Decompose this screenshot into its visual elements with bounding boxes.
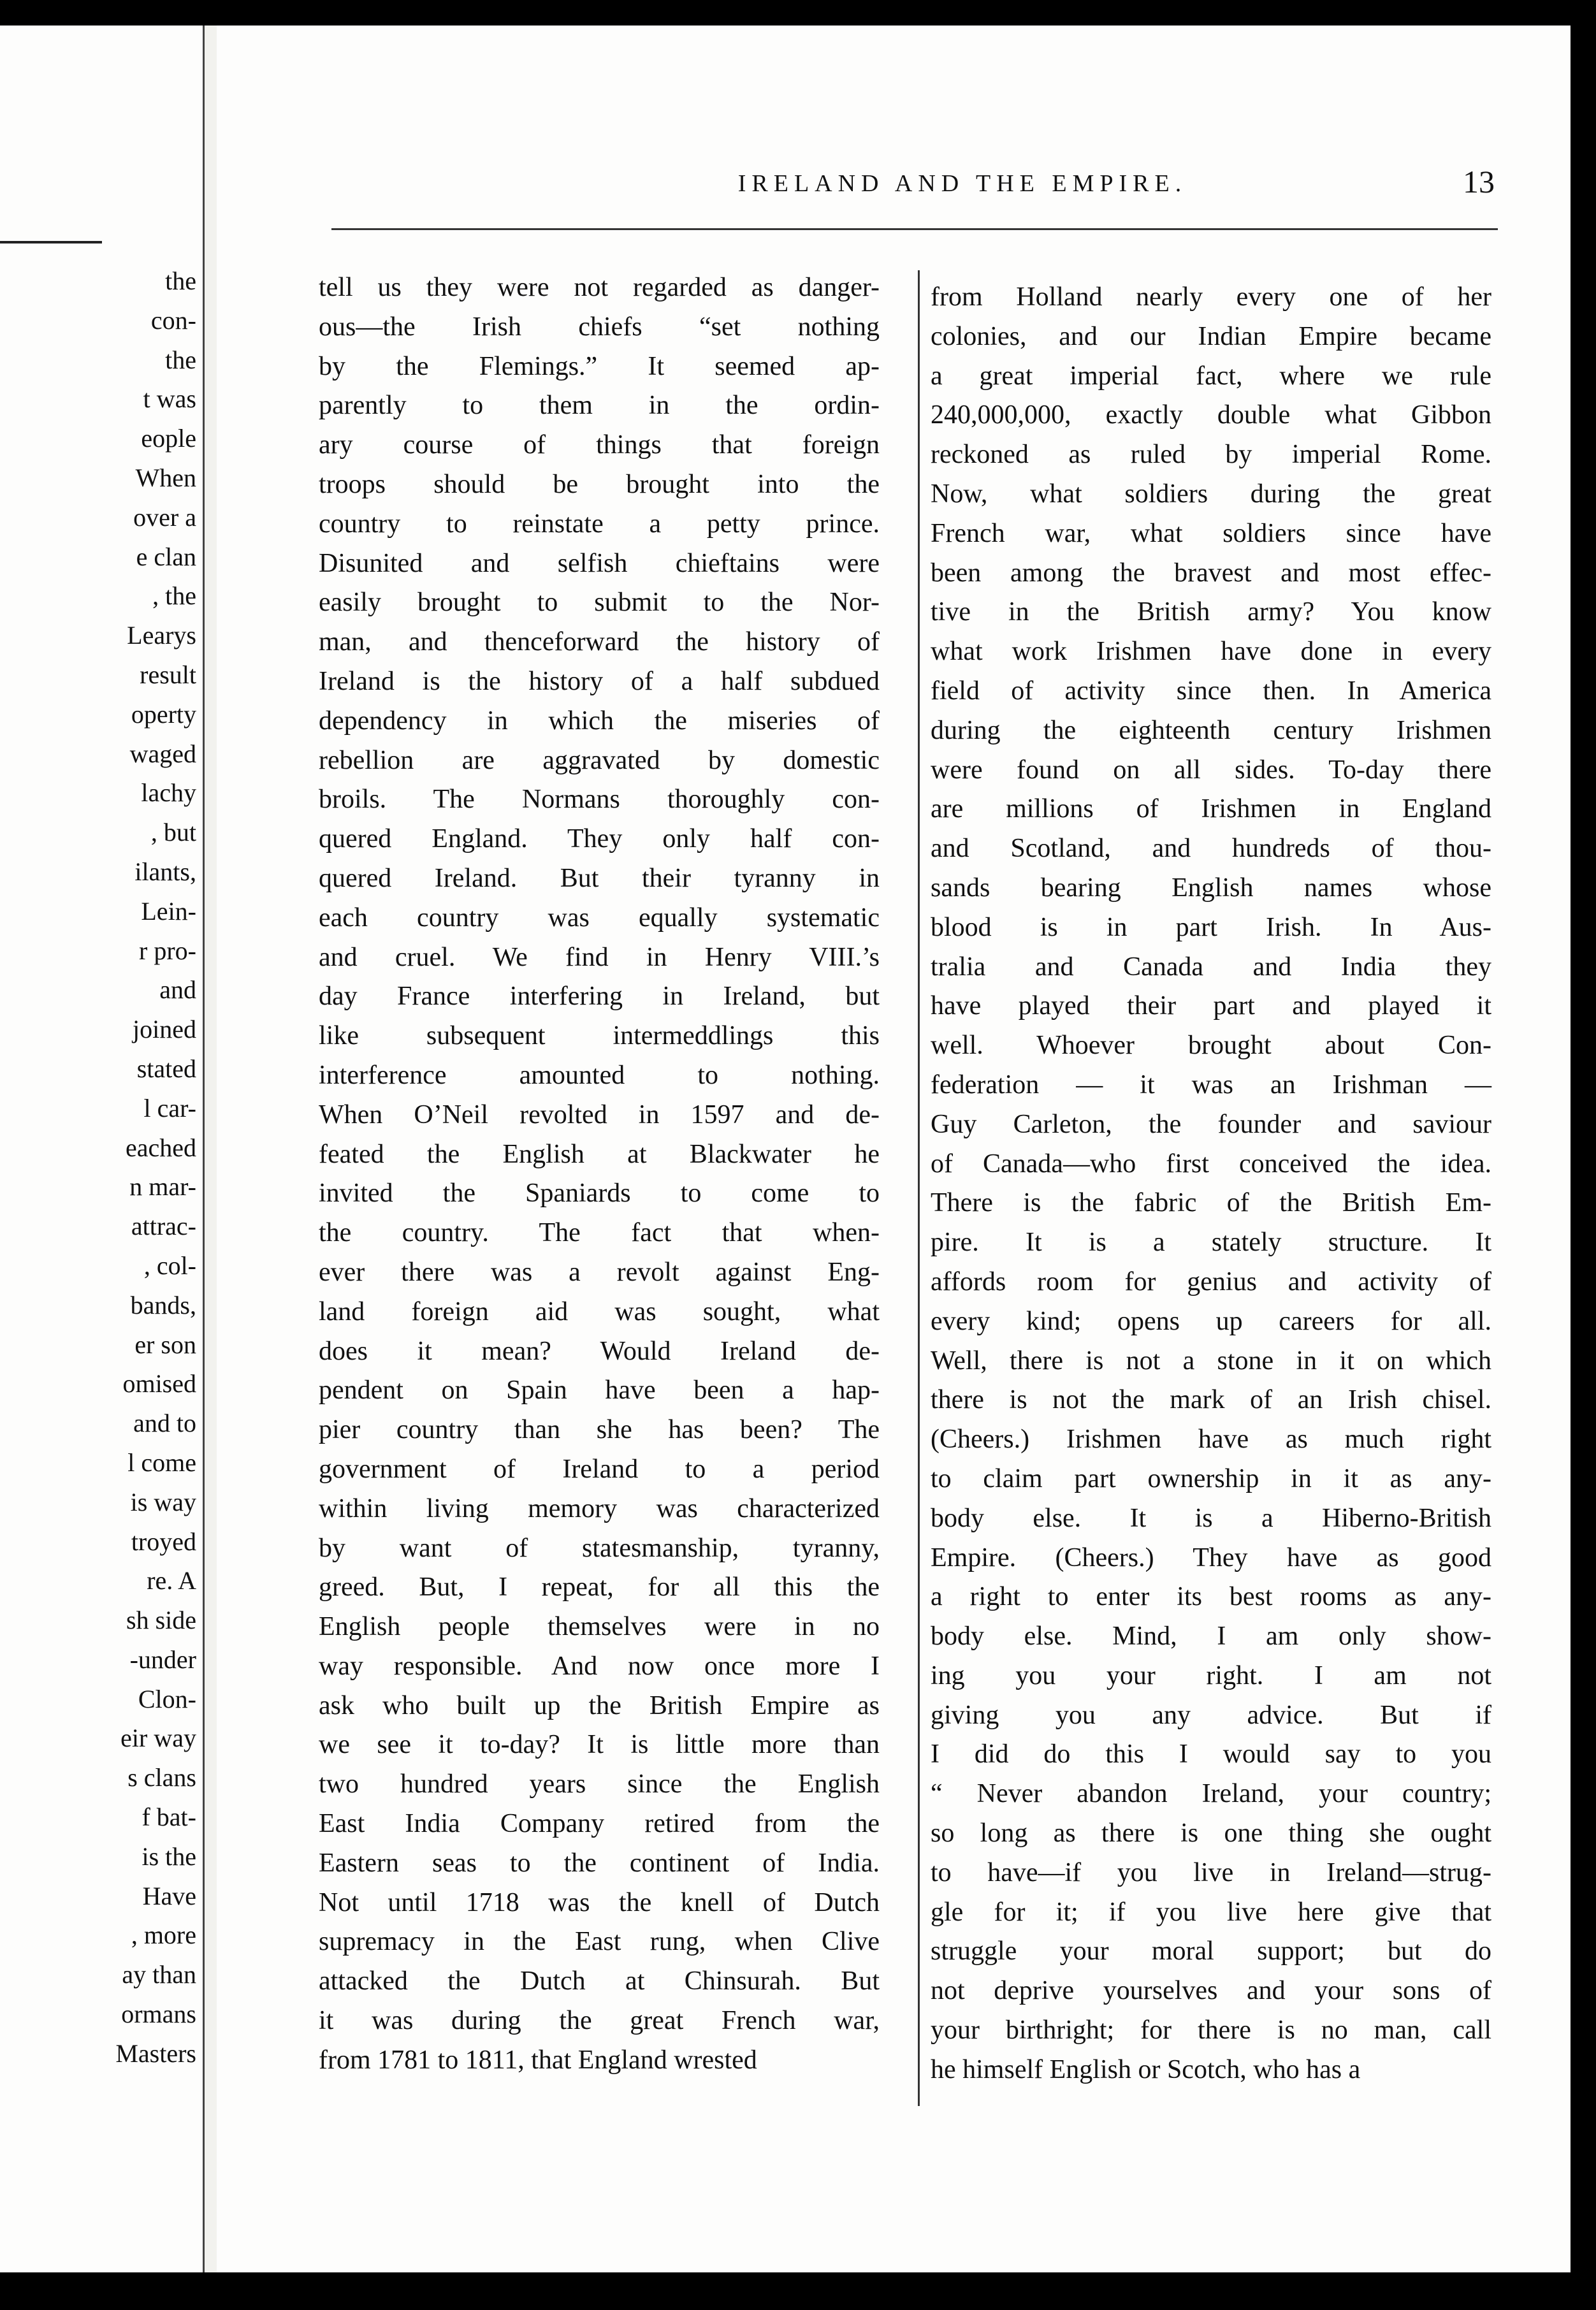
left-page-text-line: lachy [141,778,196,808]
text-line: two hundred years since the English [319,1769,880,1799]
text-line: East India Company retired from the [319,1809,880,1839]
left-page-text-line: t was [143,384,196,414]
text-line: each country was equally systematic [319,903,880,933]
left-page-text-line: -under [129,1645,196,1674]
text-line: of Canada—who first conceived the idea. [931,1149,1491,1179]
text-line: government of Ireland to a period [319,1454,880,1484]
page-number: 13 [1463,164,1495,200]
text-line: French war, what soldiers since have [931,518,1491,548]
left-page-text-column [5,261,196,2074]
left-page-text-line: , the [152,581,196,611]
text-line: well. Whoever brought about Con- [931,1031,1491,1061]
text-line: supremacy in the East rung, when Clive [319,1927,880,1957]
text-line: quered Ireland. But their tyranny in [319,863,880,893]
text-line: ous—the Irish chiefs “set nothing [319,312,880,342]
left-page-text-line: s clans [127,1763,196,1792]
text-line: we see it to-day? It is little more than [319,1730,880,1760]
text-line: giving you any advice. But if [931,1700,1491,1730]
text-line: he himself English or Scotch, who has a [931,2054,1361,2084]
left-page-text-line: When [135,463,196,492]
text-line: pendent on Spain have been a hap- [319,1376,880,1406]
text-line: invited the Spaniards to come to [319,1179,880,1209]
text-line: affords room for genius and activity of [931,1267,1491,1297]
text-line: tive in the British army? You know [931,597,1491,627]
text-line: your birthright; for there is no man, call [931,2016,1491,2045]
left-page-text-line: eople [141,424,196,453]
text-line: struggle your moral support; but do [931,1936,1491,1966]
text-line: When O’Neil revolted in 1597 and de- [319,1100,880,1130]
running-head: IRELAND AND THE EMPIRE. [737,170,1187,197]
left-page-text-line: over a [133,502,196,532]
text-line: way responsible. And now once more I [319,1651,880,1681]
text-line: (Cheers.) Irishmen have as much right [931,1425,1491,1455]
left-page-text-line: e clan [136,542,196,571]
text-line: ing you your right. I am not [931,1660,1491,1690]
left-page-text-line: eached [125,1133,196,1162]
text-line: interference amounted to nothing. [319,1060,880,1090]
left-page-text-line: the [165,345,196,374]
text-line: ever there was a revolt against Eng- [319,1257,880,1287]
text-line: from Holland nearly every one of her [931,282,1491,312]
text-line: the country. The fact that when- [319,1218,880,1248]
left-page-text-line: sh side [126,1606,196,1635]
text-line: are millions of Irishmen in England [931,794,1491,824]
left-page-text-line: bands, [130,1290,196,1319]
left-page-text-line: Lein- [141,896,196,926]
text-line: federation — it was an Irishman — [931,1070,1491,1100]
left-page-text-line: waged [129,739,196,768]
text-line: man, and thenceforward the history of [319,627,880,657]
text-line: Disunited and selfish chieftains were [319,548,880,578]
text-line: colonies, and our Indian Empire became [931,321,1491,351]
text-line: land foreign aid was sought, what [319,1297,880,1326]
text-line: during the eighteenth century Irishmen [931,715,1491,745]
left-page-text-line: ay than [122,1960,196,1989]
text-line: field of activity since then. In America [931,676,1491,706]
text-line: There is the fabric of the British Em- [931,1188,1491,1218]
right-page [217,25,1596,2272]
text-line: 240,000,000, exactly double what Gibbon [931,400,1491,430]
text-line: tralia and Canada and India they [931,952,1491,982]
left-page-text-line: re. A [147,1566,196,1595]
text-line: by the Flemings.” It seemed ap- [319,351,880,381]
text-line: body else. It is a Hiberno-British [931,1503,1491,1533]
left-page-text-line: Clon- [138,1684,196,1713]
left-page-text-line: result [140,660,196,689]
text-line: by want of statesmanship, tyranny, [319,1533,880,1563]
text-line: blood is in part Irish. In Aus- [931,912,1491,942]
left-page-text-line: operty [131,699,196,729]
text-line: gle for it; if you live here give that [931,1897,1491,1927]
text-line: a right to enter its best rooms as any- [931,1582,1491,1612]
text-line: tell us they were not regarded as danger- [319,273,880,302]
left-page-text-line: is the [141,1841,196,1871]
text-line: troops should be brought into the [319,469,880,499]
left-page-text-line: , but [150,818,196,847]
text-line: I did do this I would say to you [931,1740,1491,1769]
left-page-text-line: l come [127,1448,196,1477]
text-line: been among the bravest and most effec- [931,558,1491,588]
text-column-right [931,278,1491,2090]
text-line: to claim part ownership in it as any- [931,1464,1491,1493]
left-page-text-line: stated [136,1054,196,1083]
left-page-text-line: attrac- [131,1212,196,1241]
text-line: broils. The Normans thoroughly con- [319,785,880,815]
text-line: and Scotland, and hundreds of thou- [931,834,1491,864]
text-line: quered England. They only half con- [319,824,880,854]
text-line: does it mean? Would Ireland de- [319,1336,880,1366]
text-line: and cruel. We find in Henry VIII.’s [319,942,880,972]
left-page-text-line: and [159,975,196,1005]
text-line: ary course of things that foreign [319,430,880,460]
text-line: dependency in which the miseries of [319,706,880,736]
text-line: feated the English at Blackwater he [319,1139,880,1169]
left-page-text-line: ormans [121,2000,196,2029]
text-line: every kind; opens up careers for all. [931,1306,1491,1336]
text-line: Now, what soldiers during the great [931,479,1491,509]
text-line: ask who built up the British Empire as [319,1690,880,1720]
text-line: rebellion are aggravated by domestic [319,745,880,775]
left-page-text-line: f bat- [141,1803,196,1832]
text-line: what work Irishmen have done in every [931,637,1491,667]
text-line: from 1781 to 1811, that England wrested [319,2045,757,2075]
left-page-text-line: omised [122,1369,196,1398]
text-line: country to reinstate a petty prince. [319,509,880,539]
text-line: Guy Carleton, the founder and saviour [931,1109,1491,1139]
left-page-text-line: is way [130,1487,196,1516]
text-line: have played their part and played it [931,991,1491,1021]
text-line: Ireland is the history of a half subdued [319,666,880,696]
text-line: English people themselves were in no [319,1612,880,1642]
text-line: parently to them in the ordin- [319,391,880,421]
text-line: it was during the great French war, [319,2006,880,2036]
column-divider [918,270,920,2106]
left-page-text-line: ilants, [134,857,196,886]
text-line: Eastern seas to the continent of India. [319,1848,880,1878]
left-page-rule [0,241,102,243]
text-line: to have—if you live in Ireland—strug- [931,1857,1491,1887]
text-line: so long as there is one thing she ought [931,1819,1491,1849]
text-line: there is not the mark of an Irish chisel. [931,1385,1491,1415]
text-line: not deprive yourselves and your sons of [931,1976,1491,2006]
left-page-text-line: Have [142,1881,196,1910]
text-line: reckoned as ruled by imperial Rome. [931,440,1491,470]
left-page-text-line: and to [133,1409,196,1438]
left-page-text-line: joined [133,1015,196,1044]
text-line: body else. Mind, I am only show- [931,1622,1491,1652]
left-page-text-line: Learys [127,621,196,650]
text-line: easily brought to submit to the Nor- [319,588,880,618]
text-line: day France interfering in Ireland, but [319,982,880,1012]
scan-border [1571,25,1596,2272]
left-page-text-line: the [165,266,196,295]
left-page-text-line: , more [131,1921,196,1950]
left-page-text-line: eir way [120,1724,196,1753]
left-page-text-line: con- [150,305,196,335]
left-page-fragment [0,25,203,2272]
text-line: Well, there is not a stone in it on which [931,1346,1491,1376]
left-page-text-line: Masters [115,2038,196,2068]
left-page-text-line: , col- [143,1251,196,1280]
text-line: were found on all sides. To-day there [931,755,1491,785]
left-page-text-line: er son [134,1330,196,1359]
header-rule [331,228,1498,230]
text-line: greed. But, I repeat, for all this the [319,1573,880,1602]
text-line: pier country than she has been? The [319,1415,880,1445]
text-line: pire. It is a stately structure. It [931,1228,1491,1258]
left-page-text-line: troyed [131,1527,196,1556]
left-page-text-line: n mar- [129,1172,196,1202]
text-line: like subsequent intermeddlings this [319,1021,880,1051]
left-page-text-line: r pro- [139,936,196,965]
text-line: Not until 1718 was the knell of Dutch [319,1887,880,1917]
text-line: within living memory was characterized [319,1493,880,1523]
text-column-left [319,268,880,2081]
left-page-text-line: l car- [143,1093,196,1122]
text-line: attacked the Dutch at Chinsurah. But [319,1966,880,1996]
text-line: a great imperial fact, where we rule [931,361,1491,391]
text-line: sands bearing English names whose [931,873,1491,903]
text-line: “ Never abandon Ireland, your country; [931,1779,1491,1809]
text-line: Empire. (Cheers.) They have as good [931,1543,1491,1573]
